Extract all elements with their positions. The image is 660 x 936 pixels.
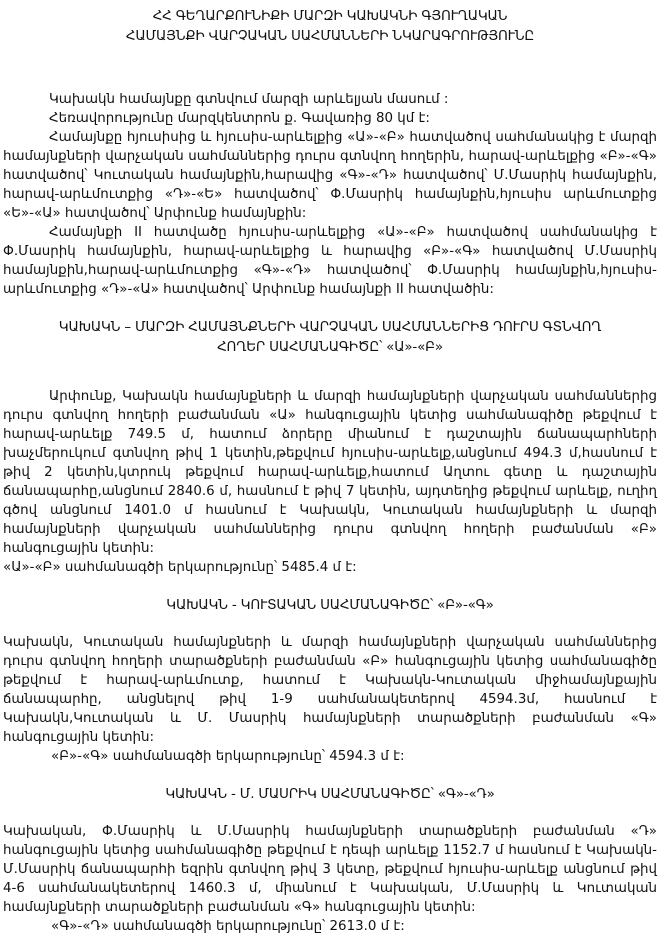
- section-length-a-b: «Ա»-«Բ» սահմանագծի երկարությունը՝ 5485.4 մ է:: [3, 560, 357, 575]
- section-body-b-g: Կախակն, Կուտական համայնքների և մարզի համայնքների վարչական սահմաններից դուրս գտնվող հողերի տարածքների բաժանման «Բ» հանգուցային կետից սահմանագիծը թեքվում է հարավ-արևմուտք, հատում է Կախակն-Կուտական միջհամայնքային ճանապարհը, անցնելով թիվ 1-9 սահմանակետերով 4594.3մ, հասնում է Կախակն,Կուտական և Մ. Մասրիկ համայնքների տարածքների բաժանման «Գ» հանգուցային կետին:: [3, 635, 657, 745]
- section-body-g-d: Կախական, Փ.Մասրիկ և Մ.Մասրիկ համայնքների տարածքների բաժանման «Դ» հանգուցային կետից սահմանագիծը թեքվում է դեպի արևելք 1152.7 մ հասնում է Կախակն-Մ.Մասրիկ ճանապարհի եզրին գտնվող թիվ 3 կետը, թեքվում հյուսիս-արևելք անցնում թիվ 4-6 սահմանակետերով 1460.3 մ, միանում է Կախական, Մ.Մասրիկ և Կուտական համայնքների տարածքների բաժանման «Գ» հանգուցային կետին:: [3, 824, 657, 915]
- section-body-a-b: Արփունք, Կախակն համայնքների և մարզի համայնքների վարչական սահմաններից դուրս գտնվող հողերի բաժանման «Ա» հանգուցային կետից սահմանագիծը թեքվում է հարավ-արևելք 749.5 մ, հատում ձորերը միանում է դաշտային ճանապարհների խաչմերուկում գտնվող թիվ 1 կետին,թեքվում հյուսիս-արևելք,անցնում 494.3 մ,հասնում է թիվ 2 կետին,կտրուկ թեքվում հարավ-արևելք,հատում Աղտու գետը և դաշտային ճանապարհը,անցնում 2840.6 մ, հասնում է թիվ 7 կետին, այդտեղից թեքվում արևելք, ուղիղ գծով անցնում 1401.0 մ հասնում է Կախակն, Կուտական համայնքների և մարզի համայնքների վարչական սահմաններից դուրս գտնվող հողերի բաժանման «Բ» հանգուցային կետին:: [3, 389, 657, 556]
- document-page: [0, 6, 660, 936]
- section-heading-a-b: ԿԱԽԱԿՆ – ՄԱՐԶԻ ՀԱՄԱՅՆՔՆԵՐԻ ՎԱՐՉԱԿԱՆ ՍԱՀՄԱՆՆԵՐԻՑ ԴՈՒՐՍ ԳՏՆՎՈՂ ՀՈՂԵՐ ՍԱՀՄԱՆԱԳԻԾԸ՝ «Ա»-«Բ»: [58, 319, 602, 355]
- intro-part-two: Համայնքի II հատվածը հյուսիս-արևելքից «Ա»-«Բ» հատվածով սահմանակից է Փ.Մասրիկ համայնքին, հարավ-արևելքից և հարավից «Բ»-«Գ» հատվածով Մ.Մասրիկ համայնքին,հարավ-արևմուտքից «Գ»-«Դ» հատվածով՝ Փ.Մասրիկ համայնքին,հյուսիս-արևմուտքից «Դ»-«Ա» հատվածով՝ Արփունք համայնքի II հատվածին:: [3, 225, 657, 297]
- intro: [3, 90, 657, 299]
- section-length-g-d: «Գ»-«Դ» սահմանագծի երկարությունը՝ 2613.0 մ է:: [51, 919, 405, 934]
- intro-distance: Հեռավորությունը մարզկենտրոն ք. Գավառից 80 կմ է:: [49, 111, 430, 126]
- document-title: ՀՀ ԳԵՂԱՐՔՈՒՆԻՔԻ ՄԱՐԶԻ ԿԱԽԱԿՆԻ ԳՅՈՒՂԱԿԱՆ ՀԱՄԱՅՆՔԻ ՎԱՐՉԱԿԱՆ ՍԱՀՄԱՆՆԵՐԻ ՆԿԱՐԱԳՐՈՒԹՅՈՒՆԸ: [125, 8, 535, 44]
- section-heading-g-d: ԿԱԽԱԿՆ - Մ. ՄԱՍՐԻԿ ՍԱՀՄԱՆԱԳԻԾԸ՝ «Գ»-«Դ»: [165, 786, 495, 802]
- intro-boundaries: Համայնքը հյուսիսից և հյուսիս-արևելքից «Ա»-«Բ» հատվածով սահմանակից է մարզի համայնքների վարչական սահմաններից դուրս գտնվող հողերին, հարավ-արևելքից «Բ»-«Գ» հատվածով՝ Կուտական համայնքին,հարավից «Գ»-«Դ» հատվածով՝ Մ.Մասրիկ համայնքին, հարավ-արևմուտքից «Դ»-«Ե» հատվածով՝ Փ.Մասրիկ համայնքին,հյուսիս արևմուտքից «Ե»-«Ա» հատվածով՝ Արփունք համայնքին:: [3, 130, 657, 221]
- intro-location: Կախակն համայնքը գտնվում մարզի արևելյան մասում :: [49, 92, 449, 107]
- section-heading-b-g: ԿԱԽԱԿՆ - ԿՈՒՏԱԿԱՆ ՍԱՀՄԱՆԱԳԻԾԸ՝ «Բ»-«Գ»: [166, 597, 494, 613]
- section-length-b-g: «Բ»-«Գ» սահմանագծի երկարությունը՝ 4594.3 մ է:: [51, 749, 405, 764]
